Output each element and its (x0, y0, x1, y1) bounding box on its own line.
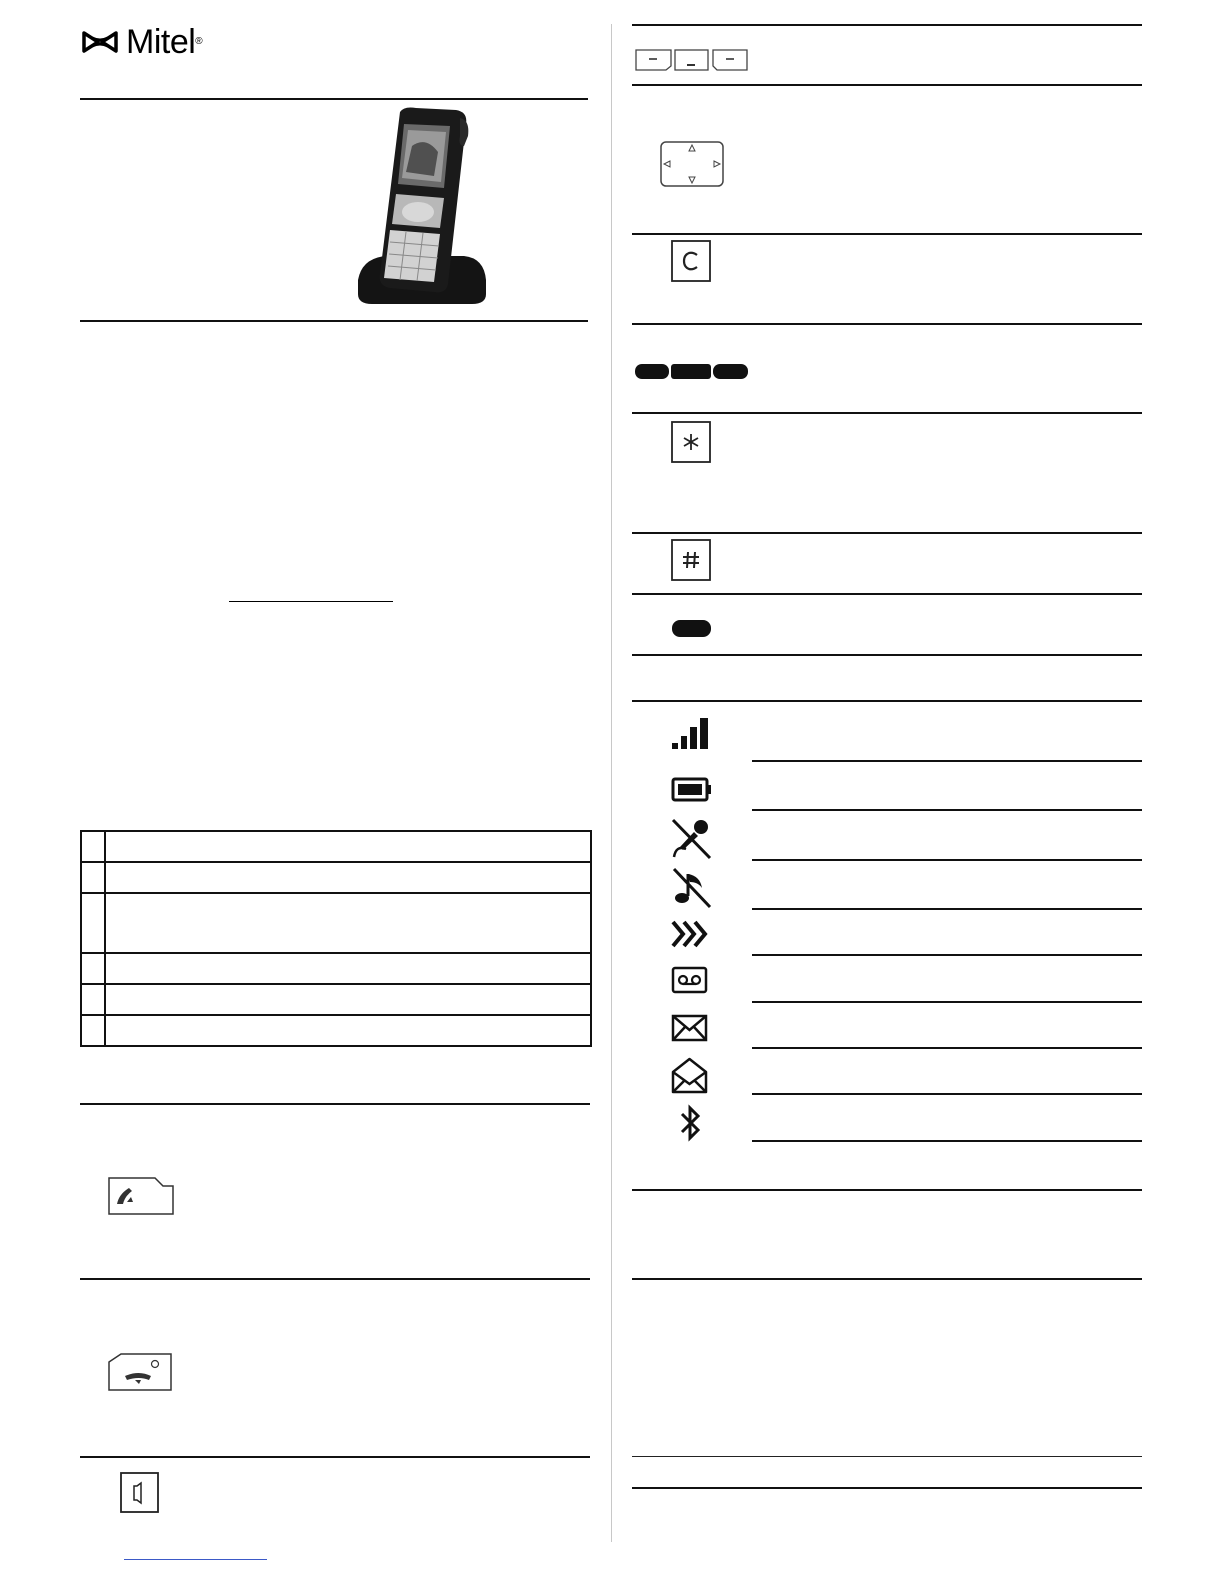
rule (80, 98, 588, 100)
clear-key-icon (671, 240, 713, 284)
table-row (81, 831, 591, 862)
table-cell-text (105, 862, 591, 893)
phone-handset-image (352, 106, 492, 312)
underline-link[interactable] (229, 601, 393, 602)
voicemail-icon (671, 966, 711, 996)
rule (752, 908, 1142, 910)
rule (632, 84, 1142, 86)
column-divider (611, 24, 612, 1542)
call-forwarding-icon (670, 918, 712, 950)
table-row (81, 984, 591, 1015)
rule (80, 320, 588, 322)
rule (632, 24, 1142, 26)
table-cell-text (105, 893, 591, 953)
table-cell-number (81, 953, 105, 984)
rule (80, 1278, 590, 1280)
rule (752, 760, 1142, 762)
ringer-off-icon (670, 866, 714, 910)
message-open-icon (671, 1056, 711, 1096)
hash-key-icon (671, 539, 713, 583)
rule (80, 1456, 590, 1458)
rule (752, 1093, 1142, 1095)
microphone-muted-icon (670, 817, 714, 861)
bluetooth-icon (678, 1104, 704, 1142)
brand-name: Mitel® (126, 23, 203, 61)
rule (632, 1189, 1142, 1191)
table-row (81, 893, 591, 953)
off-hook-key-icon (107, 1174, 175, 1218)
rule (80, 1103, 590, 1105)
rule (632, 700, 1142, 702)
table-cell-number (81, 831, 105, 862)
softkeys-icon (635, 48, 749, 72)
table-cell-text (105, 1015, 591, 1046)
table-cell-number (81, 984, 105, 1015)
mitel-bowtie-logo-icon (80, 29, 120, 55)
rule (632, 412, 1142, 414)
rule (632, 1278, 1142, 1280)
footer-link[interactable] (124, 1559, 267, 1560)
rule (752, 1001, 1142, 1003)
table-cell-text (105, 953, 591, 984)
function-keys-icon (634, 363, 750, 381)
table-row (81, 1015, 591, 1046)
table-cell-text (105, 831, 591, 862)
rule (632, 1487, 1142, 1489)
rule (752, 1047, 1142, 1049)
rule (632, 1456, 1142, 1457)
star-key-icon (671, 421, 713, 465)
rule (632, 593, 1142, 595)
rule (752, 1140, 1142, 1142)
rule (752, 809, 1142, 811)
rule (632, 233, 1142, 235)
table-row (81, 862, 591, 893)
navigation-key-icon (659, 140, 725, 188)
signal-strength-icon (671, 716, 711, 752)
on-hook-key-icon (107, 1350, 175, 1396)
speaker-key-icon (120, 1472, 160, 1514)
rule (632, 532, 1142, 534)
table-cell-number (81, 862, 105, 893)
key-table (80, 830, 592, 1047)
table-cell-number (81, 1015, 105, 1046)
rule (752, 859, 1142, 861)
rule (632, 654, 1142, 656)
rule (632, 323, 1142, 325)
mitel-logo (80, 24, 202, 60)
battery-icon (671, 777, 713, 803)
table-row (81, 953, 591, 984)
table-cell-number (81, 893, 105, 953)
table-cell-text (105, 984, 591, 1015)
message-closed-icon (671, 1014, 711, 1044)
side-key-icon (671, 619, 713, 639)
rule (752, 954, 1142, 956)
